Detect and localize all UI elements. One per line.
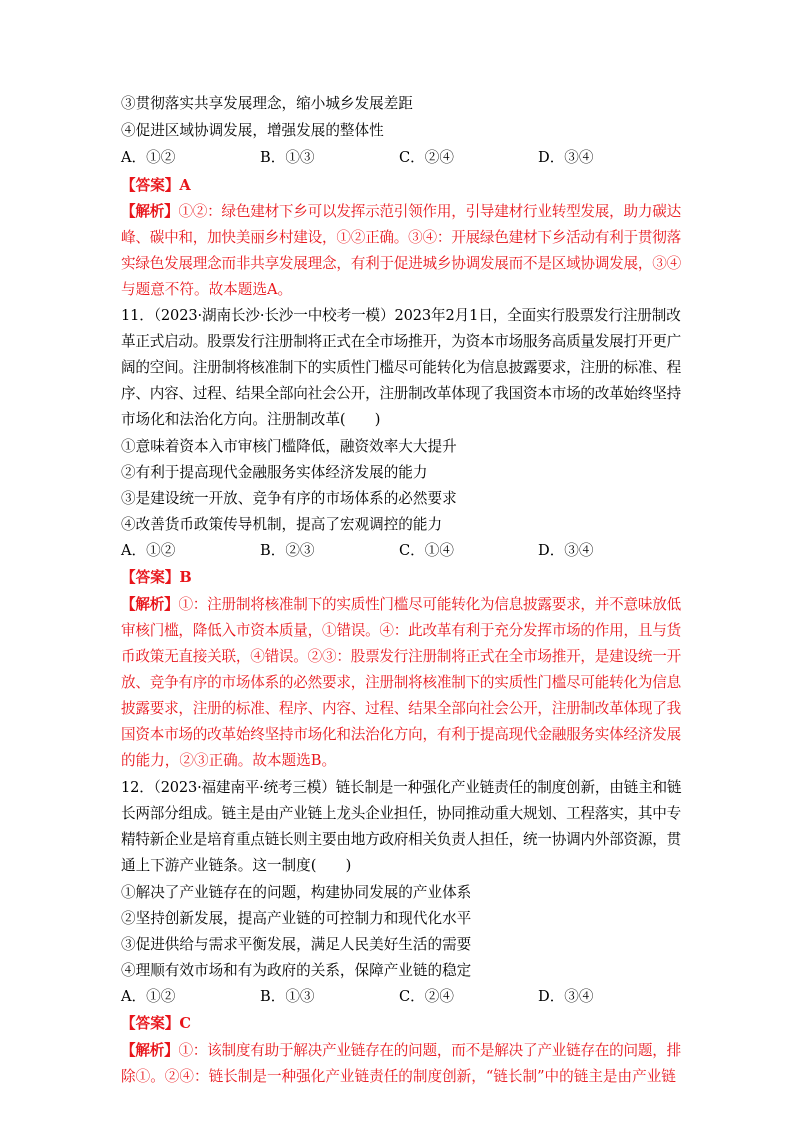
q10-analysis-line: 峰、碳中和，加快美丽乡村建设，①②正确。③④：开展绿色建材下乡活动有利于贯彻落 [121,229,681,246]
q10-analysis-line: 实绿色发展理念而非共享发展理念，有利于促进城乡协调发展而不是区域协调发展，③④ [121,255,681,272]
q11-answer [121,568,681,588]
answer-label: 【答案】 [121,569,180,586]
q10-analysis-line: 与题意不符。故本题选A。 [121,281,293,298]
q10-option-4: ④促进区域协调发展，增强发展的整体性 [121,122,384,139]
q10-answer [121,176,681,196]
q11-stem-line: 市场化和法治化方向。注册制改革( ) [121,411,381,428]
q12-stem-line: 12．（2023·福建南平·统考三模）链长制是一种强化产业链责任的制度创新，由链主和链 [121,779,682,796]
q12-option-1: ①解决了产业链存在的问题，构建协同发展的产业体系 [121,884,472,901]
q12-answer [121,1014,681,1034]
q12-analysis-line: 除①。②④：链长制是一种强化产业链责任的制度创新，“链长制”中的链主是由产业链 [121,1068,676,1085]
q11-option-3: ③是建设统一开放、竞争有序的市场体系的必然要求 [121,490,457,507]
q11-analysis-line: 【解析】①：注册制将核准制下的实质性门槛尽可能转化为信息披露要求，并不意味放低 [121,596,681,613]
analysis-label: 【解析】 [121,203,179,220]
choice-d: D．③④ [538,542,594,559]
q12-option-2: ②坚持创新发展，提高产业链的可控制力和现代化水平 [121,910,472,927]
q11-stem-line: 11．（2023·湖南长沙·长沙一中校考一模）2023年2月1日，全面实行股票发行注册制改 [121,307,681,324]
q11-analysis-line: 的能力，②③正确。故本题选B。 [121,752,337,769]
choice-d: D．③④ [538,149,594,166]
q12-option-3: ③促进供给与需求平衡发展，满足人民美好生活的需要 [121,936,472,953]
analysis-label: 【解析】 [121,1042,179,1059]
q11-analysis-line: 审核门槛，降低入市资本质量，①错误。④：此改革有利于充分发挥市场的作用，且与货 [121,622,681,639]
choice-c: C．②④ [399,988,454,1005]
answer-value: A [179,177,191,194]
choice-b: B．①③ [260,149,315,166]
choice-a: A．①② [121,542,176,559]
answer-value: B [179,569,192,586]
q11-analysis-line: 币政策无直接关联，④错误。②③：股票发行注册制将正式在全市场推开，是建设统一开 [121,648,681,665]
analysis-label: 【解析】 [121,596,179,613]
answer-value: C [179,1015,192,1032]
q11-analysis-line: 披露要求，注册的标准、程序、内容、过程、结果全部向社会公开，注册制改革体现了我 [121,700,681,717]
q12-stem-line: 精特新企业是培育重点链长则主要由地方政府相关负责人担任，统一协调内外部资源，贯 [121,831,681,848]
q12-option-4: ④理顺有效市场和有为政府的关系，保障产业链的稳定 [121,962,472,979]
choice-b: B．①③ [260,988,315,1005]
q11-analysis-line: 放、竞争有序的市场体系的必然要求，注册制将核准制下的实质性门槛尽可能转化为信息 [121,674,681,691]
q12-stem-line: 通上下游产业链条。这一制度( ) [121,857,352,874]
choice-c: C．②④ [399,149,454,166]
q11-option-1: ①意味着资本入市审核门槛降低，融资效率大大提升 [121,438,457,455]
answer-label: 【答案】 [121,1015,180,1032]
q11-stem-line: 阔的空间。注册制将核准制下的实质性门槛尽可能转化为信息披露要求，注册的标准、程 [121,359,681,376]
choice-a: A．①② [121,988,176,1005]
q12-stem-line: 长两部分组成。链主是由产业链上龙头企业担任，协同推动重大规划、工程落实，其中专 [121,805,681,822]
q11-option-4: ④改善货币政策传导机制，提高了宏观调控的能力 [121,516,443,533]
q10-option-3: ③贯彻落实共享发展理念，缩小城乡发展差距 [121,95,413,112]
answer-label: 【答案】 [121,177,180,194]
choice-a: A．①② [121,149,176,166]
q11-stem-line: 序、内容、过程、结果全部向社会公开，注册制改革体现了我国资本市场的改革始终坚持 [121,385,681,402]
q11-analysis-line: 国资本市场的改革始终坚持市场化和法治化方向，有利于提高现代金融服务实体经济发展 [121,726,681,743]
q12-analysis-line: 【解析】①：该制度有助于解决产业链存在的问题，而不是解决了产业链存在的问题，排 [121,1042,681,1059]
choice-b: B．②③ [260,542,315,559]
q11-option-2: ②有利于提高现代金融服务实体经济发展的能力 [121,464,428,481]
q10-analysis-line: 【解析】①②：绿色建材下乡可以发挥示范引领作用，引导建材行业转型发展，助力碳达 [121,203,681,220]
choice-d: D．③④ [538,988,594,1005]
choice-c: C．①④ [399,542,454,559]
q11-stem-line: 革正式启动。股票发行注册制将正式在全市场推开，为资本市场服务高质量发展打开更广 [121,333,681,350]
